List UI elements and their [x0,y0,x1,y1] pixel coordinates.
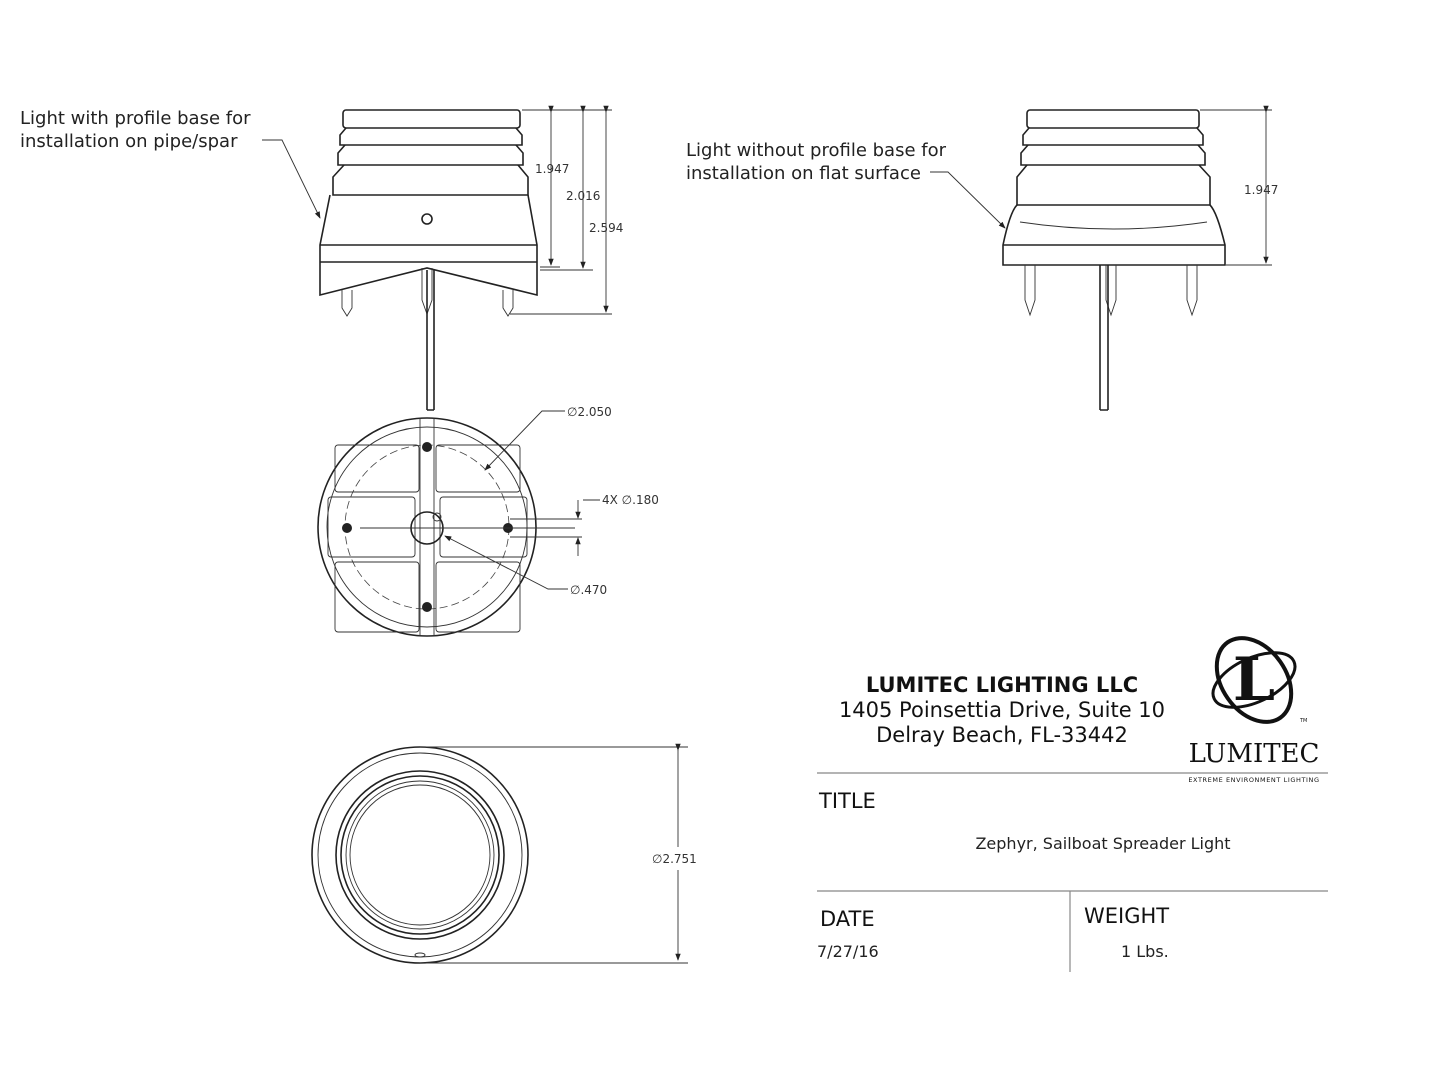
company-address2: Delray Beach, FL-33442 [876,723,1128,747]
title-block [817,773,1328,972]
company-info [839,673,1165,747]
logo-tagline: EXTREME ENVIRONMENT LIGHTING [1188,776,1320,784]
lumitec-logo [1188,624,1319,784]
right-note-line2: installation on flat surface [686,163,921,184]
date-value: 7/27/16 [817,942,879,961]
left-light-side-view [20,108,623,410]
dim-left-2594: 2.594 [589,221,624,235]
title-label: TITLE [819,789,876,813]
dim-left-1947: 1.947 [535,162,570,176]
bottom-view [318,405,659,636]
title-value: Zephyr, Sailboat Spreader Light [975,834,1231,853]
right-light-side-view [686,110,1278,410]
left-note-line2: installation on pipe/spar [20,131,238,152]
weight-value: 1 Lbs. [1121,942,1169,961]
date-label: DATE [820,907,875,931]
dim-outer-diameter: ∅2.751 [652,852,697,866]
company-address1: 1405 Poinsettia Drive, Suite 10 [838,698,1166,722]
dim-bolt-circle: ∅2.050 [567,405,612,419]
dim-right-1947: 1.947 [1244,183,1279,197]
top-view [312,747,697,963]
left-note-line1: Light with profile base for [20,108,251,129]
weight-label: WEIGHT [1084,904,1170,928]
dim-holes: 4X ∅.180 [602,493,659,507]
dim-left-2016: 2.016 [566,189,601,203]
logo-tm: TM [1300,718,1308,724]
dim-center-hole: ∅.470 [570,583,608,597]
company-name: LUMITEC LIGHTING LLC [865,673,1139,697]
logo-brand: LUMITEC [1188,739,1320,769]
right-note-line1: Light without profile base for [686,140,946,161]
logo-letter: L [1232,645,1276,715]
